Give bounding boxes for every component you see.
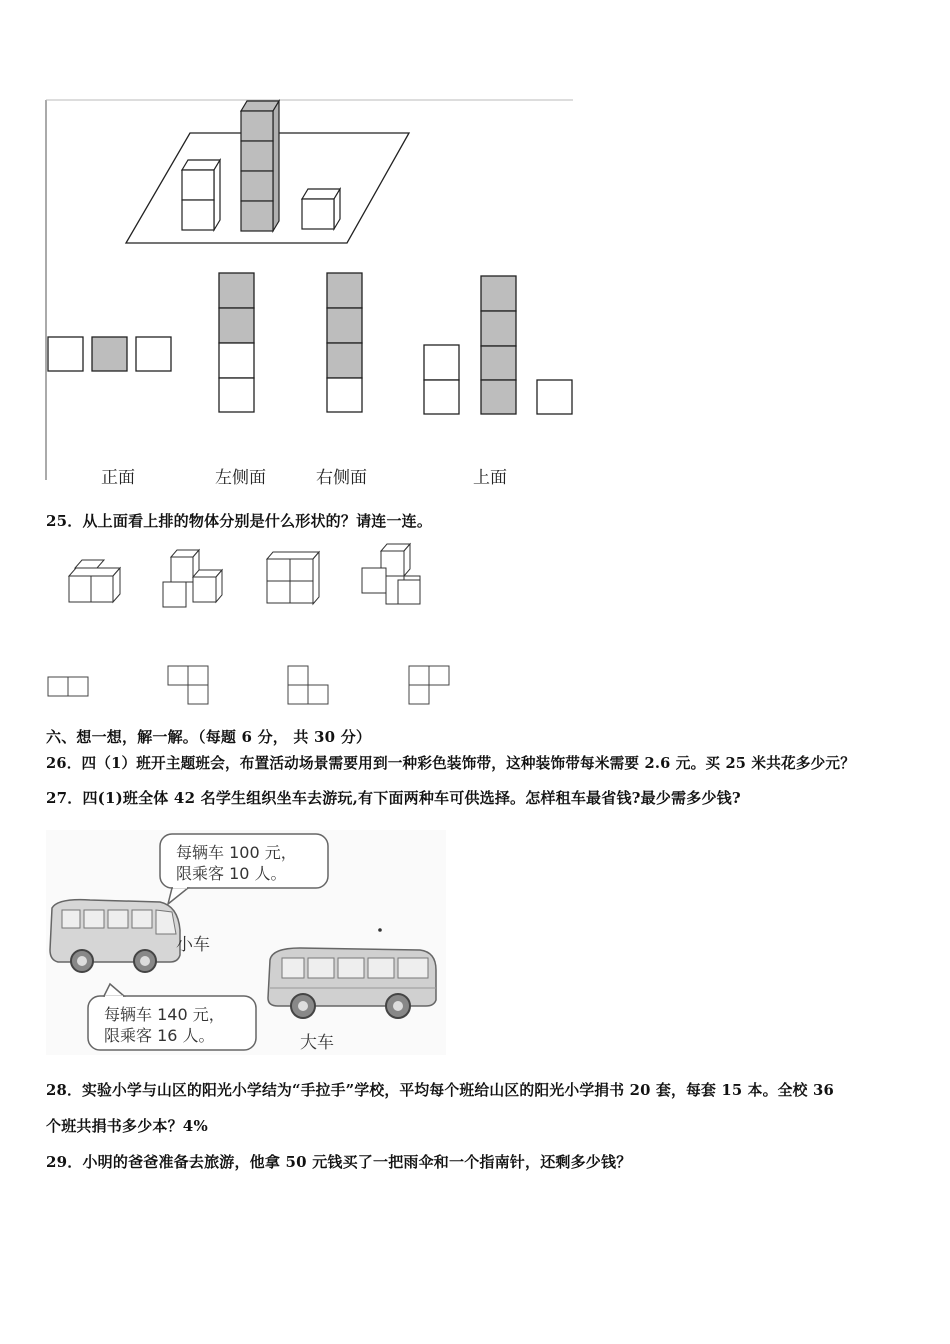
object-4 bbox=[362, 544, 420, 604]
object-3 bbox=[267, 552, 319, 604]
left-side-view bbox=[219, 273, 254, 412]
cube-views-figure bbox=[0, 0, 600, 500]
section-6-heading: 六、想一想，解一解。（每题 6 分， 共 30 分） bbox=[46, 728, 372, 746]
question-25: 25．从上面看上排的物体分别是什么形状的？请连一连。 bbox=[46, 512, 433, 530]
question-29: 29．小明的爸爸准备去旅游，他拿 50 元钱买了一把雨伞和一个指南针，还剩多少钱？ bbox=[46, 1153, 632, 1171]
small-car-label: 小车 bbox=[176, 935, 210, 955]
object-2 bbox=[163, 550, 222, 607]
label-left-side: 左侧面 bbox=[215, 468, 266, 488]
question-26: 26．四（1）班开主题班会，布置活动场景需要用到一种彩色装饰带，这种装饰带每米需要 2.6 元。买 25 米共花多少元？ bbox=[46, 755, 855, 772]
right-side-view bbox=[327, 273, 362, 412]
question-27: 27．四(1)班全体 42 名学生组织坐车去游玩,有下面两种车可供选择。怎样租车最省钱?最少需多少钱? bbox=[46, 789, 741, 807]
question-28-line1: 28．实验小学与山区的阳光小学结为“手拉手”学校，平均每个班给山区的阳光小学捐书 20 套，每套 15 本。全校 36 bbox=[46, 1082, 835, 1099]
question-28-line2: 个班共捐书多少本？4% bbox=[46, 1117, 208, 1135]
label-front: 正面 bbox=[101, 468, 135, 488]
q25-shapes bbox=[0, 660, 460, 715]
front-view bbox=[48, 337, 171, 371]
cube-stack-right bbox=[302, 189, 340, 229]
top-view bbox=[424, 276, 572, 414]
big-car-bubble-line2: 限乘客 16 人。 bbox=[104, 1026, 215, 1045]
shape-b bbox=[168, 666, 208, 704]
vehicles-figure bbox=[0, 820, 460, 1060]
small-car-bubble-line1: 每辆车 100 元， bbox=[176, 843, 297, 862]
label-right-side: 右侧面 bbox=[316, 468, 367, 488]
big-car-bubble-line1: 每辆车 140 元， bbox=[104, 1005, 225, 1024]
small-car-bubble-line2: 限乘客 10 人。 bbox=[176, 864, 287, 883]
shape-c bbox=[288, 666, 328, 704]
label-top: 上面 bbox=[473, 468, 507, 488]
object-1 bbox=[69, 560, 120, 602]
cube-stack-middle bbox=[241, 101, 279, 231]
shape-a bbox=[48, 677, 88, 696]
small-car-image bbox=[50, 900, 180, 972]
q25-objects bbox=[0, 540, 450, 620]
shape-d bbox=[409, 666, 449, 704]
big-car-label: 大车 bbox=[300, 1033, 334, 1053]
cube-stack-left bbox=[182, 160, 220, 230]
